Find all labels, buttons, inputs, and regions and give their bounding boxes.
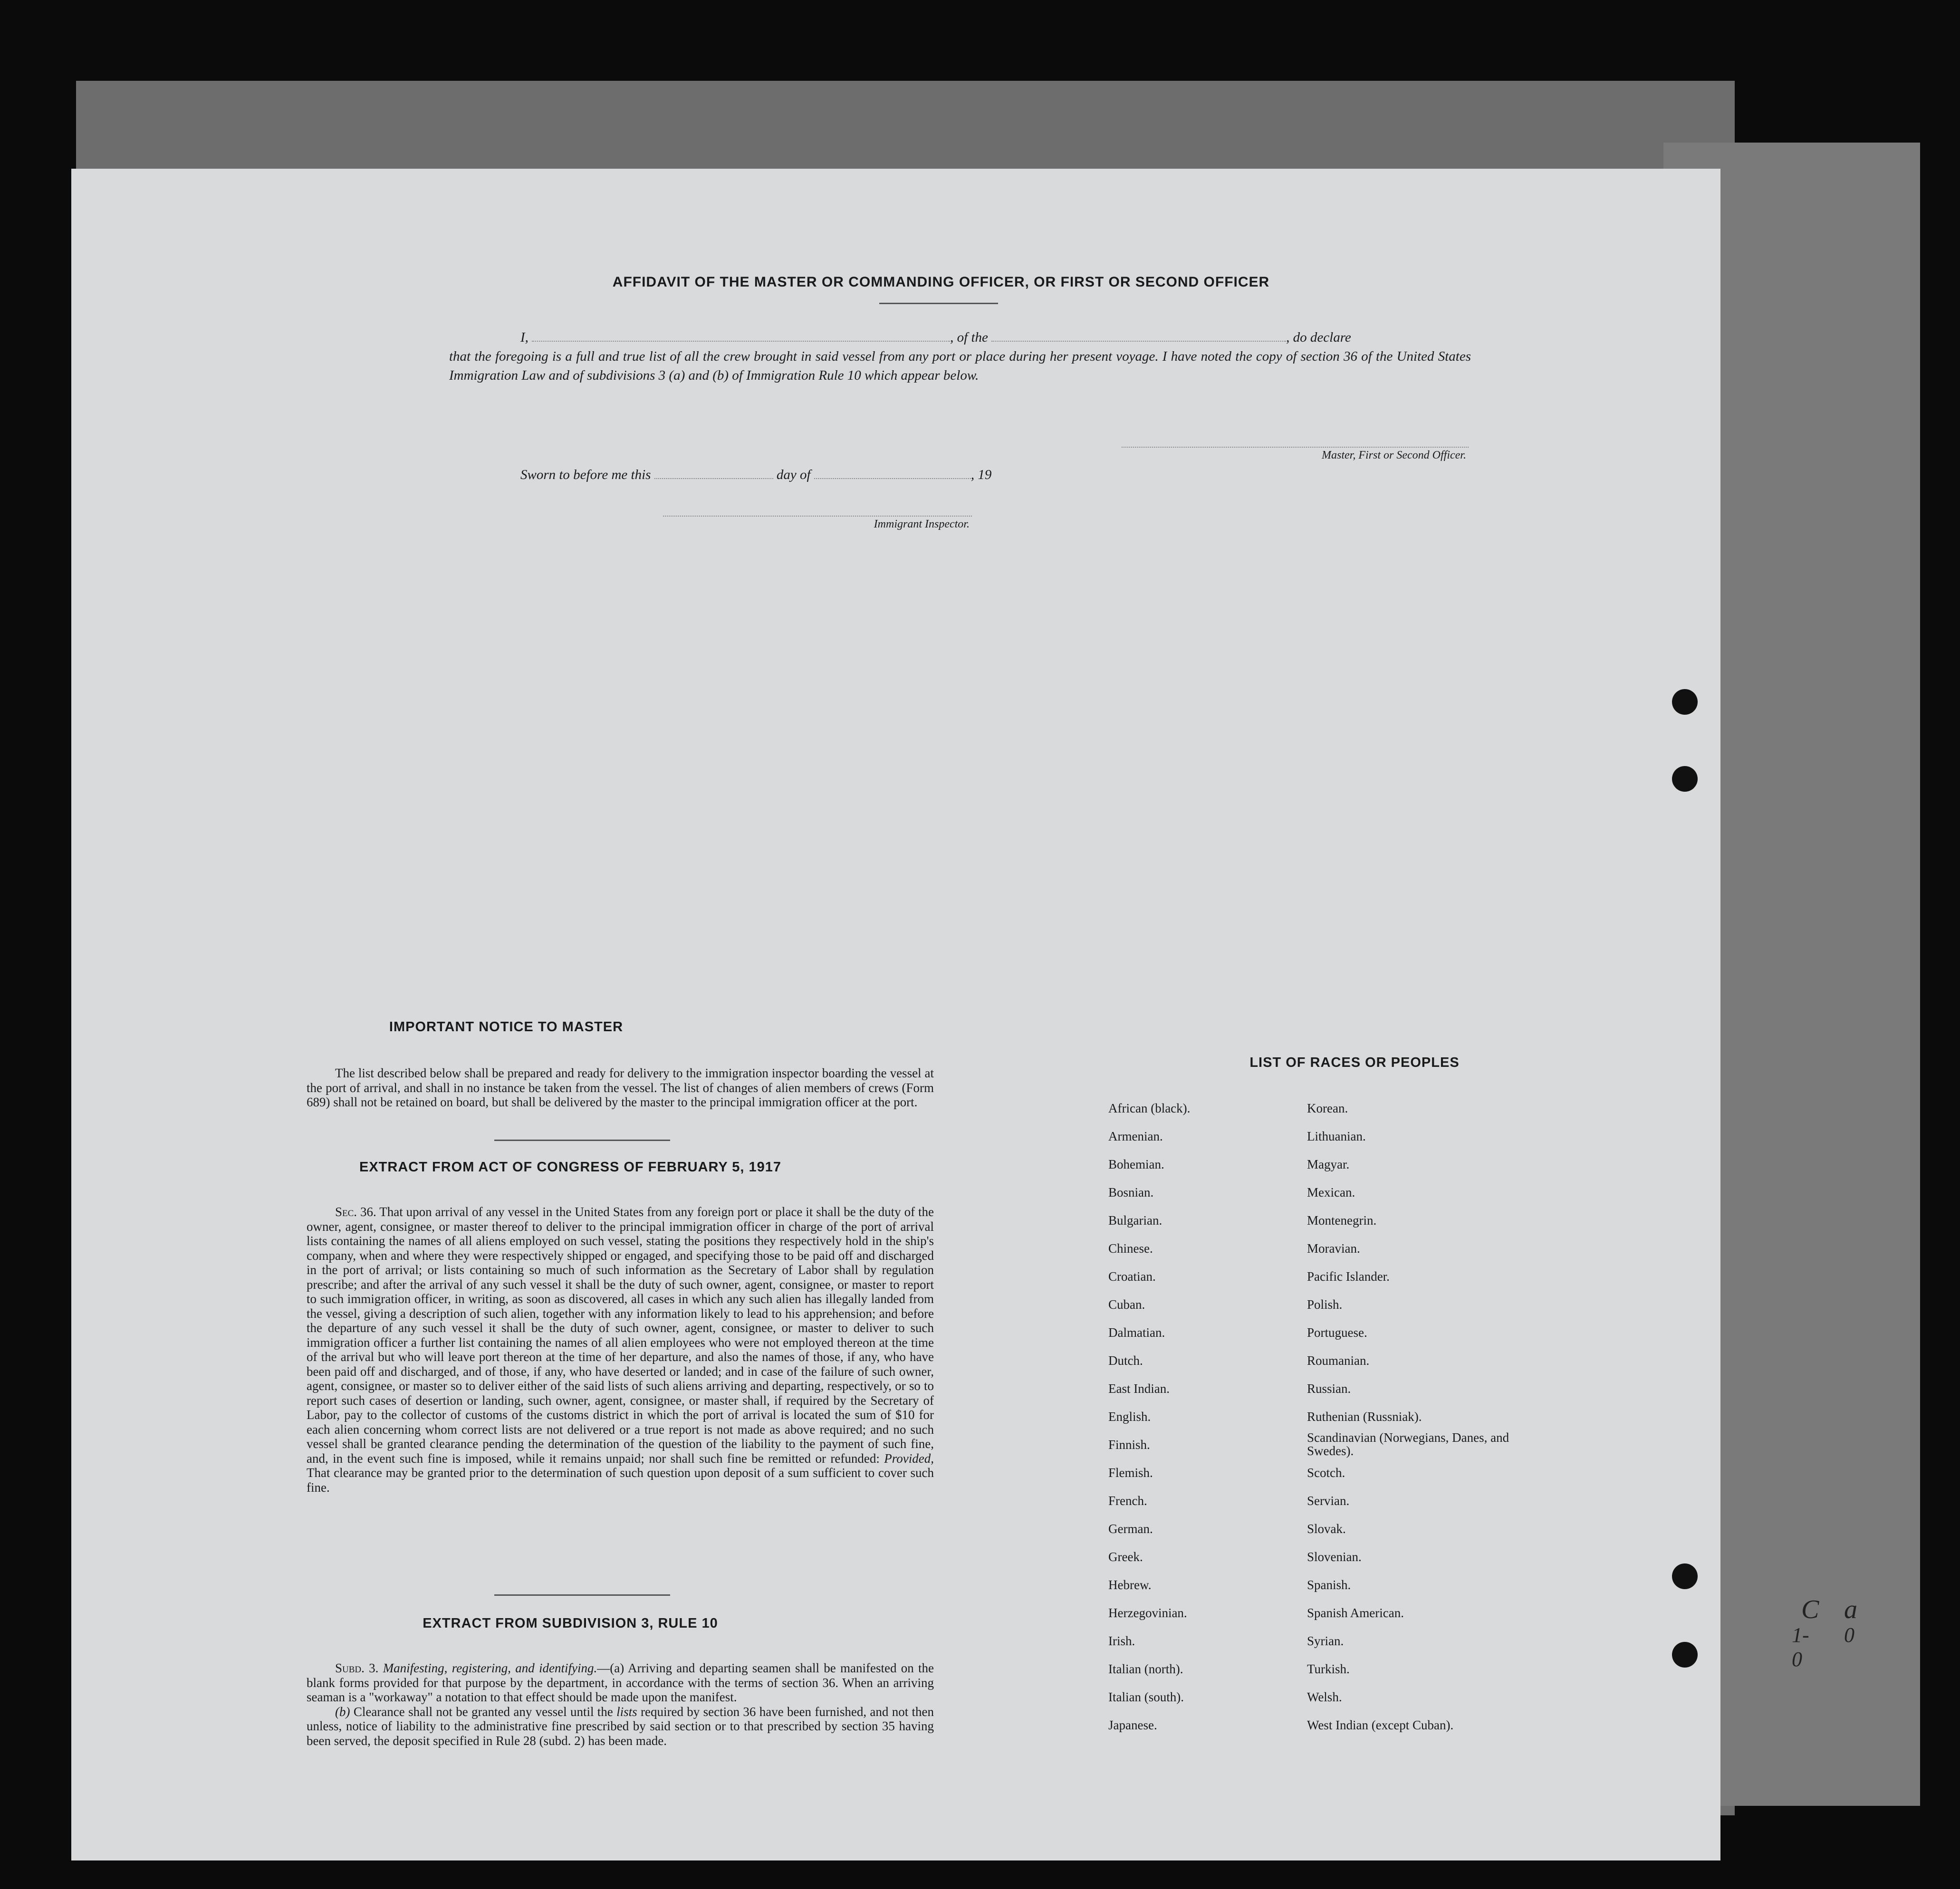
race-item: Spanish. bbox=[1307, 1578, 1351, 1592]
inspector-label: Immigrant Inspector. bbox=[874, 518, 970, 530]
signature-line bbox=[1122, 447, 1469, 448]
affidavit-text: that the foregoing is a full and true list of all the crew brought in said vessel from any port or place during her present voyage. I have noted the copy of section 36 of the United States Immigration Law and of subdivisions 3 (a) and (b) of Immigration Rule 10 which appear below. bbox=[449, 349, 1471, 383]
proviso-word: Provided, bbox=[884, 1451, 934, 1466]
races-title: LIST OF RACES OR PEOPLES bbox=[1249, 1055, 1460, 1070]
divider bbox=[494, 1140, 670, 1141]
affidavit-title: AFFIDAVIT OF THE MASTER OR COMMANDING OFFICER, OR FIRST OR SECOND OFFICER bbox=[612, 274, 1270, 290]
race-item: Korean. bbox=[1307, 1101, 1348, 1115]
race-item: Russian. bbox=[1307, 1381, 1351, 1396]
handwritten-mark: C bbox=[1801, 1595, 1819, 1624]
proviso-text: That clearance may be granted prior to the determination of such question upon deposit of a sum sufficient to cover such fine. bbox=[307, 1466, 934, 1495]
race-item: Lithuanian. bbox=[1307, 1129, 1366, 1143]
race-item: Spanish American. bbox=[1307, 1606, 1404, 1620]
sworn-line bbox=[520, 467, 991, 483]
handwritten-mark: a bbox=[1844, 1595, 1857, 1624]
affidavit-declare: , do declare bbox=[1286, 330, 1351, 345]
race-item: Herzegovinian. bbox=[1108, 1606, 1187, 1620]
subd-heading: Manifesting, registering, and identifying. bbox=[383, 1661, 597, 1675]
day-blank bbox=[654, 478, 773, 479]
races-column-1 bbox=[1108, 1094, 1298, 1739]
races-column-2 bbox=[1307, 1094, 1516, 1739]
race-item: Moravian. bbox=[1307, 1241, 1360, 1256]
race-item: Bohemian. bbox=[1108, 1157, 1164, 1171]
race-item: Welsh. bbox=[1307, 1690, 1342, 1704]
race-item: German. bbox=[1108, 1522, 1153, 1536]
race-item: Turkish. bbox=[1307, 1662, 1350, 1676]
para-b-text-1: Clearance shall not be granted any vessel until the bbox=[353, 1704, 613, 1719]
race-item: African (black). bbox=[1108, 1101, 1191, 1115]
rule-extract-title: EXTRACT FROM SUBDIVISION 3, RULE 10 bbox=[423, 1616, 718, 1631]
race-item: Roumanian. bbox=[1307, 1353, 1370, 1368]
race-item: Polish. bbox=[1307, 1297, 1343, 1312]
race-item: Mexican. bbox=[1307, 1185, 1355, 1199]
affidavit-of-the: , of the bbox=[950, 330, 988, 345]
handwritten-mark: 0 bbox=[1844, 1623, 1854, 1647]
race-item: Italian (south). bbox=[1108, 1690, 1184, 1704]
signature-label: Master, First or Second Officer. bbox=[1322, 449, 1466, 461]
divider bbox=[494, 1594, 670, 1596]
bleed-through-text bbox=[689, 549, 698, 565]
rule-extract-text bbox=[307, 1661, 934, 1748]
punch-hole bbox=[1672, 766, 1698, 792]
affidavit-body bbox=[449, 328, 1471, 385]
name-blank bbox=[532, 341, 950, 342]
race-item: Montenegrin. bbox=[1307, 1213, 1377, 1227]
race-item: Portuguese. bbox=[1307, 1325, 1367, 1340]
race-item: Irish. bbox=[1108, 1634, 1135, 1648]
divider bbox=[879, 303, 998, 304]
year-prefix: , 19 bbox=[970, 467, 992, 482]
punch-hole bbox=[1672, 1563, 1698, 1589]
subd-label: Subd. 3. bbox=[335, 1661, 379, 1675]
race-item: Syrian. bbox=[1307, 1634, 1344, 1648]
race-item: Hebrew. bbox=[1108, 1578, 1152, 1592]
affidavit-i: I, bbox=[520, 330, 528, 345]
race-item: Bulgarian. bbox=[1108, 1213, 1163, 1227]
race-item: East Indian. bbox=[1108, 1381, 1170, 1396]
inspector-signature-line bbox=[663, 516, 972, 517]
para-b-text-2: required by section 36 have been furnished, and not then unless, notice of liability to the administrative fine prescribed by said section or to that prescribed by section 35 having been served, the deposit specified in Rule 28 (subd. 2) has been made. bbox=[307, 1704, 934, 1748]
punch-hole bbox=[1672, 689, 1698, 715]
race-item: Italian (north). bbox=[1108, 1662, 1183, 1676]
race-item: Bosnian. bbox=[1108, 1185, 1154, 1199]
race-item: Dutch. bbox=[1108, 1353, 1143, 1368]
race-item: Servian. bbox=[1307, 1494, 1350, 1508]
race-item: Cuban. bbox=[1108, 1297, 1145, 1312]
race-item: Japanese. bbox=[1108, 1718, 1157, 1732]
month-blank bbox=[814, 478, 971, 479]
section-label: Sec. 36. bbox=[335, 1205, 376, 1219]
act-extract-title: EXTRACT FROM ACT OF CONGRESS OF FEBRUARY 5, 1917 bbox=[359, 1160, 782, 1175]
race-item: Finnish. bbox=[1108, 1438, 1150, 1452]
race-item: West Indian (except Cuban). bbox=[1307, 1718, 1454, 1732]
race-item: Slovak. bbox=[1307, 1522, 1346, 1536]
handwritten-mark: 1-0 bbox=[1792, 1623, 1809, 1671]
race-item: French. bbox=[1108, 1494, 1147, 1508]
para-b-lists: lists bbox=[616, 1704, 637, 1719]
para-b-label: (b) bbox=[335, 1704, 350, 1719]
race-item: Dalmatian. bbox=[1108, 1325, 1165, 1340]
race-item: Greek. bbox=[1108, 1550, 1143, 1564]
race-item: Armenian. bbox=[1108, 1129, 1163, 1143]
race-item: Croatian. bbox=[1108, 1269, 1156, 1284]
race-item: Magyar. bbox=[1307, 1157, 1350, 1171]
race-item: Chinese. bbox=[1108, 1241, 1153, 1256]
para-a: —(a) Arriving and departing seamen shall be manifested on the blank forms provided for that purpose by the department, in accordance with the terms of section 36. When an arriving seaman is a "workaway" a notation to that effect should be made upon the manifest. bbox=[307, 1661, 934, 1704]
sworn-before-text: Sworn to before me this bbox=[520, 467, 651, 482]
race-item: Slovenian. bbox=[1307, 1550, 1362, 1564]
race-item: English. bbox=[1108, 1410, 1151, 1424]
notice-text: The list described below shall be prepared and ready for delivery to the immigration inspector boarding the vessel at the port of arrival, and shall in no instance be taken from the vessel. The list of changes of alien members of crews (Form 689) shall not be retained on board, but shall be delivered by the master to the principal immigration officer at the port. bbox=[307, 1066, 934, 1109]
punch-hole bbox=[1672, 1642, 1698, 1668]
notice-title: IMPORTANT NOTICE TO MASTER bbox=[389, 1019, 624, 1035]
race-item: Ruthenian (Russniak). bbox=[1307, 1410, 1422, 1424]
document-page bbox=[71, 169, 1857, 1860]
section-text: That upon arrival of any vessel in the United States from any foreign port or place it shall be the duty of the owner, agent, consignee, or master thereof to deliver to the principal immigration officer in charge of the port of arrival lists containing the names of all aliens employed on such vessel, stating the positions they respectively hold in the ship's company, when and where they were respectively shipped or engaged, and specifying those to be paid off and discharged in the port of arrival; or lists containing so much of such information as the Secretary of Labor shall by regulation prescribe; and after the arrival of any such vessel it shall be the duty of such owner, agent, consignee, or master to report to such immigration officer, in writing, as soon as discovered, all cases in which any such alien has illegally landed from the vessel, giving a description of such alien, together with any information likely to lead to his apprehension; and before the departure of any such vessel it shall be the duty of such owner, agent, consignee, or master to deliver to such immigration officer a further list containing the names of all alien employees who were not employed thereon at the time of the arrival but who will leave port thereon at the time of her departure, and also the names of those, if any, who have been paid off and discharged, and of those, if any, who have deserted or landed; and in case of the failure of such owner, agent, consignee, or master so to deliver either of the said lists of such aliens arriving and departing, respectively, or so to report such cases of desertion or landing, such owner, agent, consignee, or master shall, if required by the Secretary of Labor, pay to the collector of customs of the customs district in which the port of arrival is located the sum of $10 for each alien concerning whom correct lists are not delivered or a true report is not made as above required; and no such vessel shall be granted clearance pending the determination of the question of the liability to the payment of such fine, and, in the event such fine is imposed, while it remains unpaid; nor shall such fine be remitted or refunded: bbox=[307, 1205, 934, 1466]
race-item: Scotch. bbox=[1307, 1466, 1345, 1480]
race-item: Flemish. bbox=[1108, 1466, 1153, 1480]
race-item: Pacific Islander. bbox=[1307, 1269, 1390, 1284]
act-extract-text bbox=[307, 1205, 934, 1495]
vessel-blank bbox=[991, 341, 1286, 342]
race-item: Scandinavian (Norwegians, Danes, and Swedes). bbox=[1307, 1430, 1509, 1458]
day-of-text: day of bbox=[776, 467, 811, 482]
